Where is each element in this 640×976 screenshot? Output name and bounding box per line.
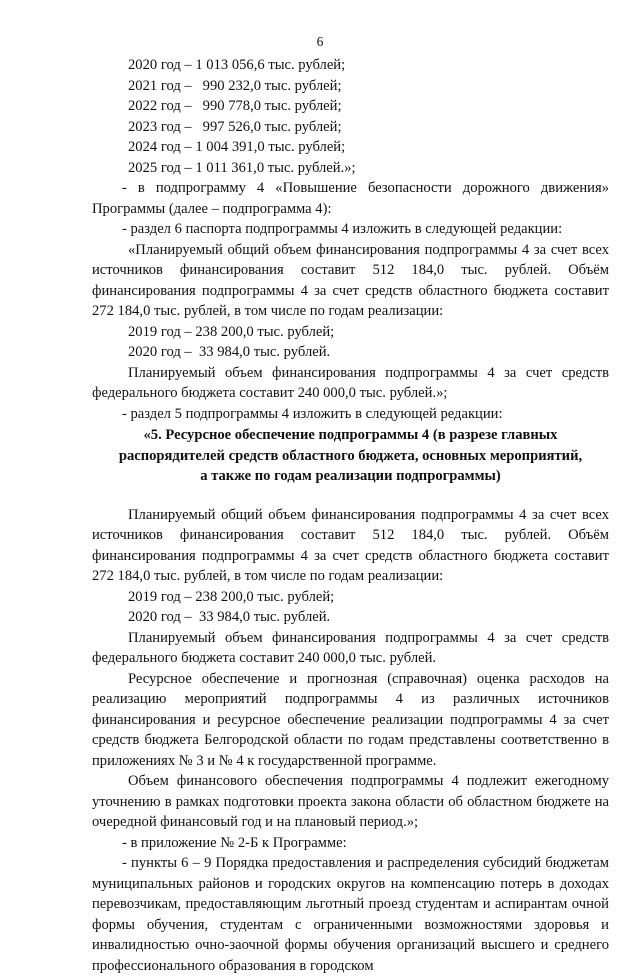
paragraph-section5: - раздел 5 подпрограммы 4 изложить в следующей редакции: — [122, 405, 503, 422]
paragraph-volume: Объем финансового обеспечения подпрограммы 4 подлежит ежегодному уточнению в рамках подготовки проекта закона области об областном бюджете на очередной финансовый год и на плановый период.»; — [92, 773, 609, 830]
year-line: 2020 год – 33 984,0 тыс. рублей. — [128, 344, 331, 360]
paragraph-appendix: - в приложение № 2-Б к Программе: — [122, 834, 347, 851]
year-line: 2020 год – 1 013 056,6 тыс. рублей; — [128, 57, 346, 73]
paragraph-subprogram: - в подпрограмму 4 «Повышение безопасности дорожного движения» Программы (далее – подпрограмма 4): — [92, 180, 609, 217]
year-line: 2021 год – 990 232,0 тыс. рублей; — [128, 77, 342, 94]
year-line: 2019 год – 238 200,0 тыс. рублей; — [128, 588, 335, 605]
year-line: 2022 год – 990 778,0 тыс. рублей; — [128, 98, 342, 114]
paragraph-federal-financing: Планируемый объем финансирования подпрограммы 4 за счет средств федерального бюджета составит 240 000,0 тыс. рублей.»; — [92, 364, 609, 401]
section-heading — [92, 425, 609, 487]
year-line: 2020 год – 33 984,0 тыс. рублей. — [128, 609, 331, 625]
year-line: 2019 год – 238 200,0 тыс. рублей; — [128, 323, 335, 340]
document-body — [92, 55, 609, 976]
heading-line: а также по годам реализации подпрограммы) — [200, 468, 501, 484]
year-line: 2025 год – 1 011 361,0 тыс. рублей.»; — [128, 159, 356, 176]
paragraph-planned-financing-2: Планируемый общий объем финансирования подпрограммы 4 за счет всех источников финансирования составит 512 184,0 тыс. рублей. Объём финансирования подпрограммы 4 за счет средств областного бюджета составит 272 184,0 тыс. рублей, в том числе по годам реализации: — [92, 506, 609, 584]
spacer — [92, 487, 609, 505]
paragraph-section6: - раздел 6 паспорта подпрограммы 4 изложить в следующей редакции: — [122, 221, 563, 237]
paragraph-points: - пункты 6 – 9 Порядка предоставления и распределения субсидий бюджетам муниципальных районов и городских округов на компенсацию потерь в доходах перевозчикам, предоставляющим льготный проезд студентам и аспирантам очной формы обучения, студентам с ограниченными возможностями здоровья и инвалидностью очно-заочной формы обучения организаций высшего и среднего профессионального образования в городском — [92, 855, 609, 974]
heading-line: «5. Ресурсное обеспечение подпрограммы 4 (в разрезе главных — [143, 427, 558, 443]
year-line: 2023 год – 997 526,0 тыс. рублей; — [128, 118, 342, 135]
paragraph-planned-financing: «Планируемый общий объем финансирования подпрограммы 4 за счет всех источников финансирования составит 512 184,0 тыс. рублей. Объём финансирования подпрограммы 4 за счет средств областного бюджета составит 272 184,0 тыс. рублей, в том числе по годам реализации: — [92, 241, 609, 319]
year-line: 2024 год – 1 004 391,0 тыс. рублей; — [128, 139, 346, 155]
heading-line: распорядителей средств областного бюджета, основных мероприятий, — [118, 447, 583, 464]
page-number: 6 — [316, 34, 324, 49]
paragraph-federal-financing-2: Планируемый объем финансирования подпрограммы 4 за счет средств федерального бюджета составит 240 000,0 тыс. рублей. — [92, 629, 609, 666]
paragraph-resource-provision: Ресурсное обеспечение и прогнозная (справочная) оценка расходов на реализацию мероприятий подпрограммы 4 из различных источников финансирования и ресурсное обеспечение реализации подпрограммы 4 за счет средств бюджета Белгородской области по годам представлены соответственно в приложениях № 3 и № 4 к государственной программе. — [92, 670, 609, 769]
